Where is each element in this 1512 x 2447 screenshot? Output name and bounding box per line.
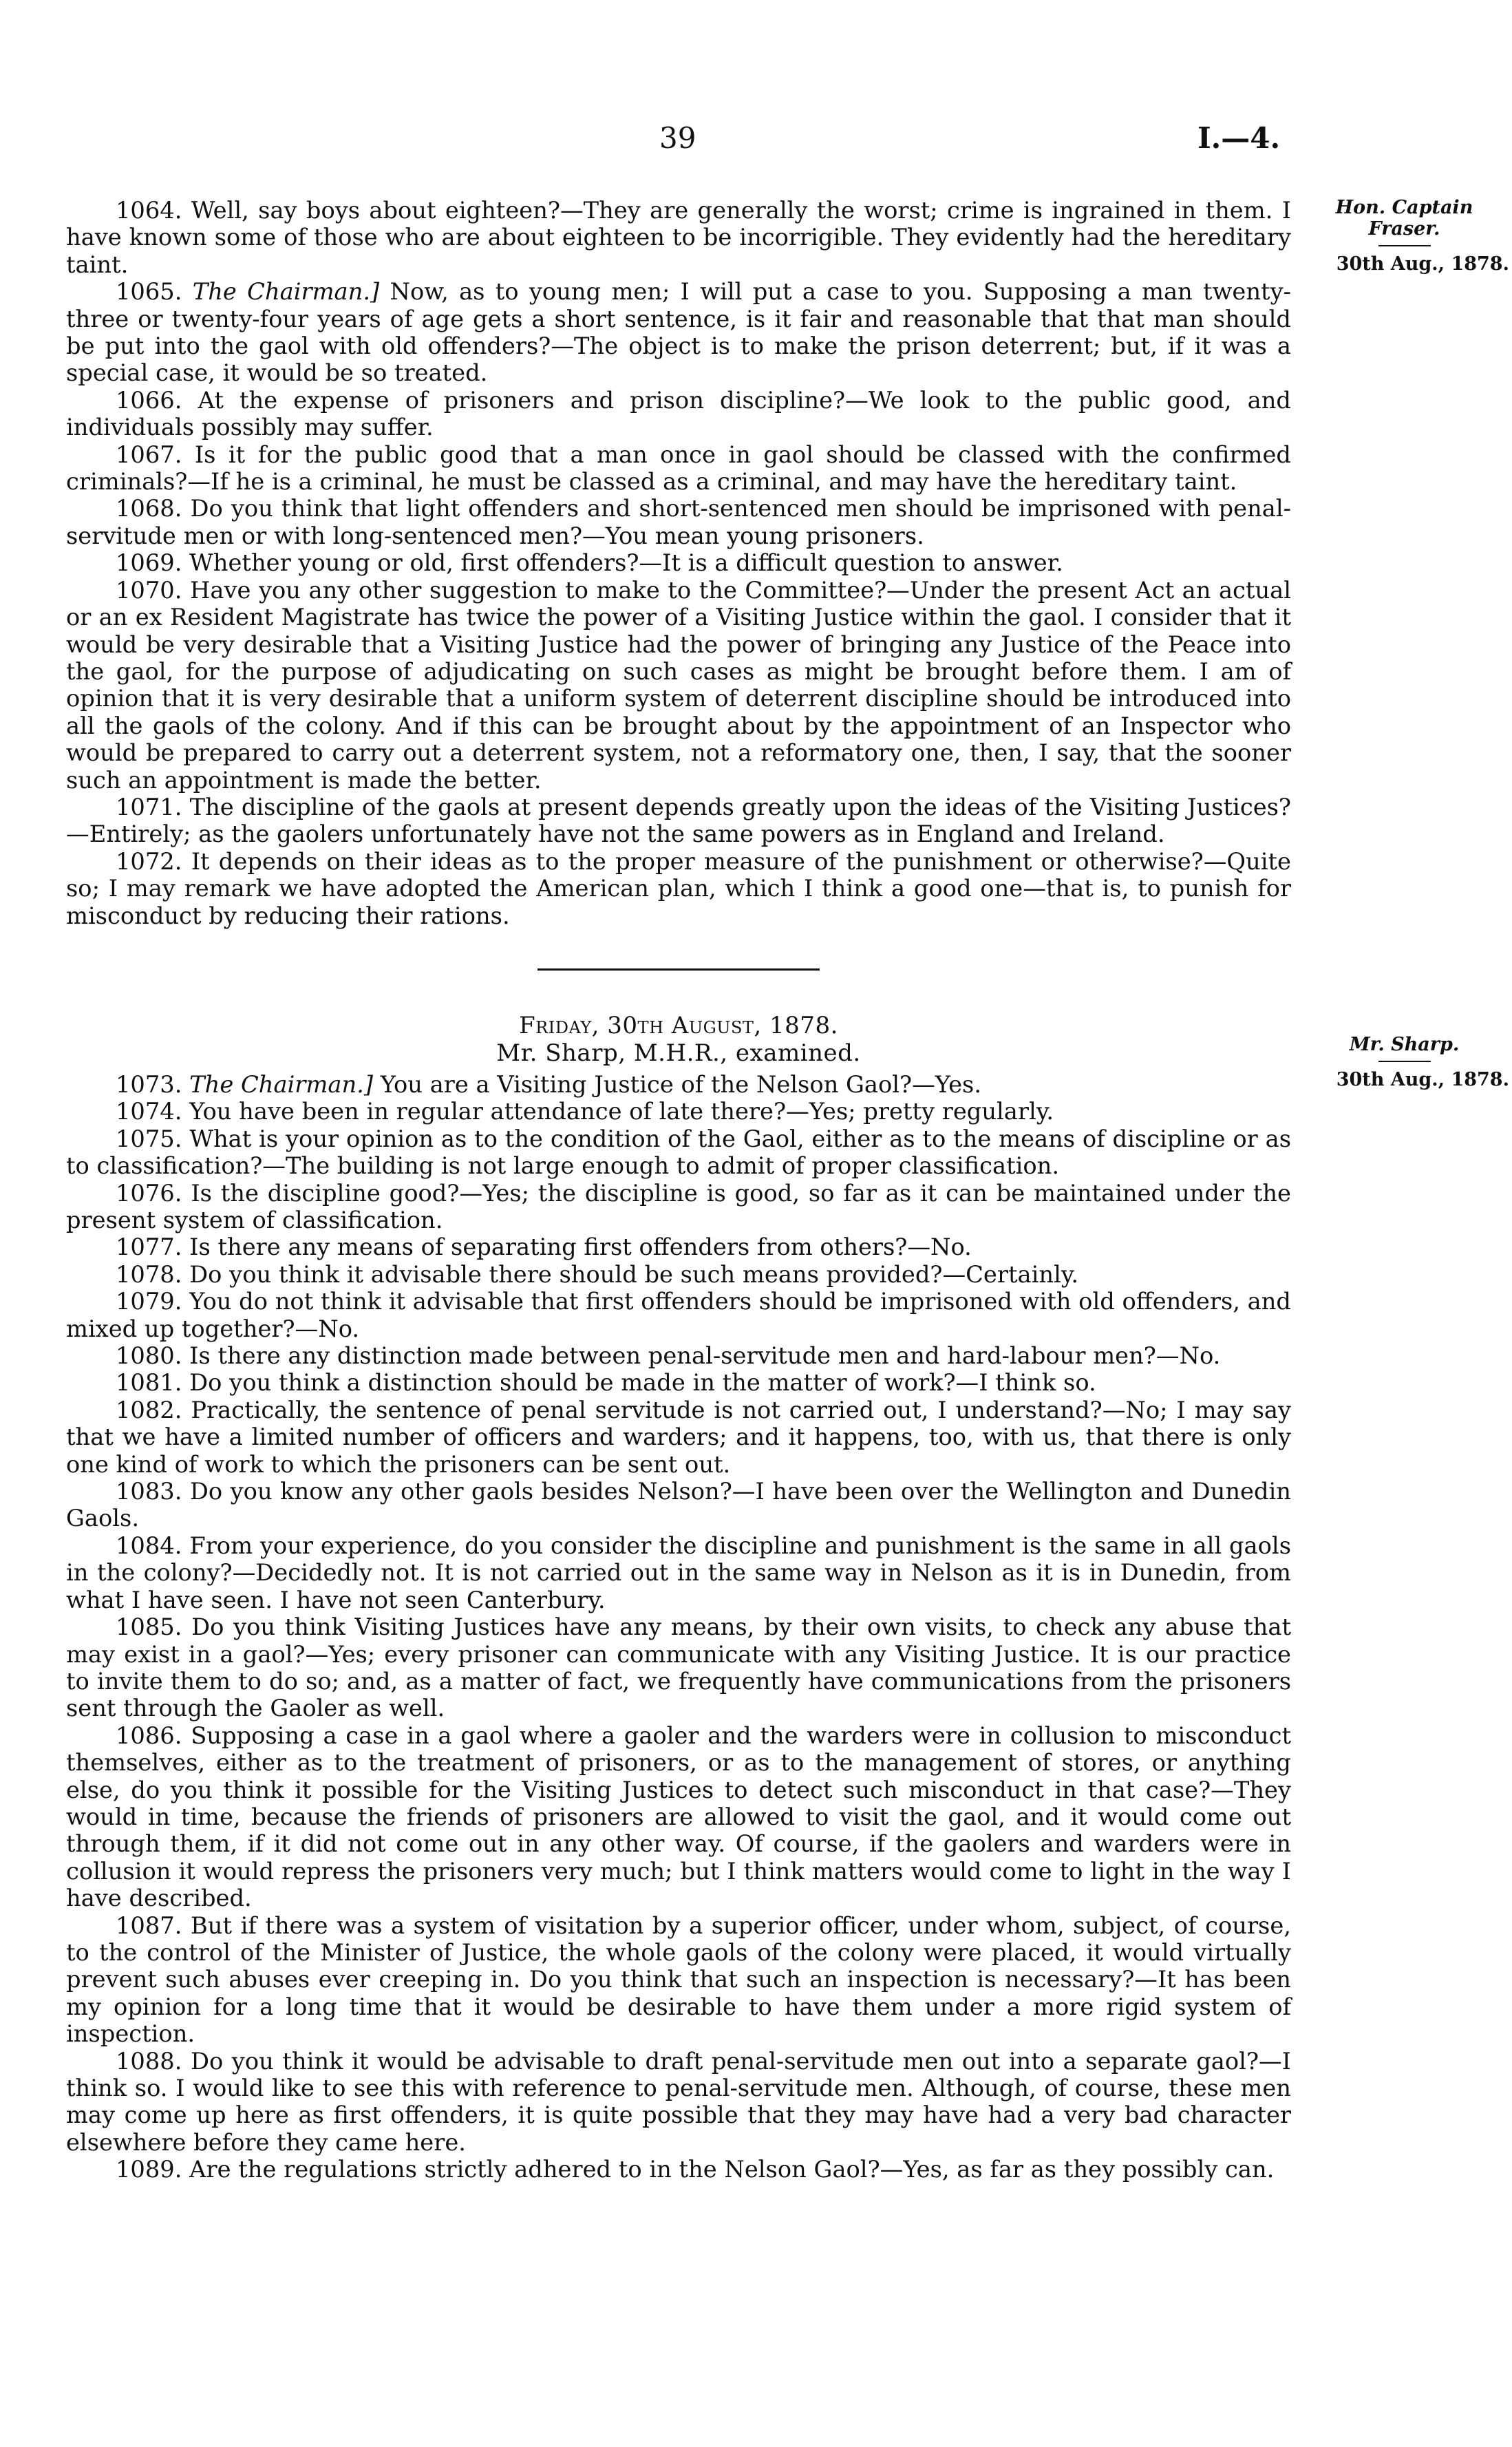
evidence-section-fraser [66,197,1291,929]
question-text: Is there any means of separating first offenders from others?—No. [189,1233,972,1261]
question-text: Do you think that light offenders and short-sentenced men should be imprisoned with penal-servitude men or with long-sentenced men?—You mean young prisoners. [66,495,1291,549]
question-paragraph [66,1912,1291,2048]
question-number: 1086. [116,1722,182,1749]
margin-witness-name: Mr. Sharp. [1349,1034,1460,1055]
margin-divider [1378,245,1431,246]
question-text: The discipline of the gaols at present depends greatly upon the ideas of the Visiting Justices?—Entirely; as the gaolers unfortunately have not the same powers as in England and Ireland. [66,793,1291,848]
question-text: But if there was a system of visitation by a superior officer, under whom, subject, of course, to the control of the Minister of Justice, the whole gaols of the colony were placed, it would virtually prevent such abuses ever creeping in. Do you think that such an inspection is necessary?—It has been my opinion for a long time that it would be desirable to have them under a more rigid system of inspection. [66,1911,1291,2048]
question-number: 1078. [116,1260,182,1288]
question-text: Supposing a case in a gaol where a gaoler and the warders were in collusion to misconduct themselves, either as to the treatment of prisoners, or as to the management of stores, or anything else, do you think it possible for the Visiting Justices to detect such misconduct in that case?—They would in time, because the friends of prisoners are allowed to visit the gaol, and it would come out through them, if it did not come out in any other way. Of course, if the gaolers and warders were in collusion it would repress the prisoners very much; but I think matters would come to light in the way I have described. [66,1722,1291,1912]
question-number: 1089. [116,2156,182,2183]
question-text: Is it for the public good that a man once in gaol should be classed with the confirmed criminals?—If he is a criminal, he must be classed as a criminal, and may have the hereditary taint. [66,441,1291,496]
evidence-section-sharp [66,1071,1291,2183]
question-text: Whether young or old, first offenders?—It is a difficult question to answer. [189,549,1063,577]
question-text: Now, as to young men; I will put a case to you. Supposing a man twenty-three or twenty-four years of age gets a short sentence, is it fair and reasonable that that man should be put into the gaol with old offenders?—The object is to make the prison deterrent; but, if it was a special case, it would be so treated. [66,278,1292,387]
question-text: What is your opinion as to the condition of the Gaol, either as to the means of discipline or as to classification?—The building is not large enough to admit of proper classification. [66,1125,1291,1180]
question-number: 1066. [116,386,182,414]
question-number: 1075. [116,1125,182,1152]
question-paragraph [66,1722,1291,1912]
question-number: 1070. [116,576,182,604]
question-number: 1074. [116,1098,182,1125]
question-text: Do you think it would be advisable to draft penal-servitude men out into a separate gaol?—I think so. I would like to see this with reference to penal-servitude men. Although, of course, these men may come up here as first offenders, it is quite possible that they may have had a very bad character elsewhere before they came here. [66,2047,1291,2156]
margin-witness-name: Hon. Captain Fraser. [1335,197,1473,240]
question-number: 1085. [116,1613,182,1641]
question-text: At the expense of prisoners and prison discipline?—We look to the public good, and individuals possibly may suffer. [66,386,1291,441]
question-paragraph [66,495,1291,549]
question-number: 1071. [116,793,182,820]
question-number: 1065. [116,278,182,306]
question-paragraph [66,549,1291,576]
question-number: 1087. [116,1911,182,1939]
question-paragraph [66,1180,1291,1234]
question-text: Is the discipline good?—Yes; the discipline is good, so far as it can be maintained under the present system of classification. [66,1179,1291,1233]
question-text: You have been in regular attendance of late there?—Yes; pretty regularly. [189,1098,1054,1125]
question-text: Well, say boys about eighteen?—They are generally the worst; crime is ingrained in them. I have known some of those who are about eighteen to be incorrigible. They evidently had the hereditary taint. [66,197,1292,278]
question-paragraph [66,197,1291,278]
question-number: 1064. [116,197,182,224]
question-text: You are a Visiting Justice of the Nelson Gaol?—Yes. [380,1070,982,1098]
question-paragraph [66,1478,1291,1532]
question-number: 1081. [116,1369,182,1397]
question-paragraph [66,1125,1291,1180]
question-text: Practically, the sentence of penal servitude is not carried out, I understand?—No; I may say that we have a limited number of officers and warders; and it happens, too, with us, that there is only one kind of work to which the prisoners can be sent out. [66,1396,1291,1478]
question-paragraph [66,2048,1291,2157]
question-paragraph [66,794,1291,848]
question-number: 1072. [116,847,182,875]
evidence-body [66,197,1291,2183]
sitting-date-heading: Friday, 30th August, 1878. [519,1011,838,1039]
question-paragraph [66,1071,1291,1098]
question-paragraph [66,1613,1291,1722]
question-text: Is there any distinction made between penal-servitude men and hard-labour men?—No. [189,1342,1221,1370]
question-paragraph [66,441,1291,496]
question-paragraph [66,1369,1291,1396]
question-number: 1076. [116,1179,182,1207]
question-paragraph [66,1532,1291,1613]
question-number: 1069. [116,549,182,577]
question-text: You do not think it advisable that first offenders should be imprisoned with old offenders, and mixed up together?—No. [66,1288,1291,1342]
margin-date: 30th Aug., 1878. [1336,1069,1509,1090]
question-paragraph [66,1233,1291,1260]
margin-note-sharp [1299,1034,1509,1090]
question-paragraph [66,1261,1291,1288]
question-text: Do you know any other gaols besides Nelson?—I have been over the Wellington and Dunedin Gaols. [66,1478,1291,1532]
question-number: 1067. [116,441,182,468]
margin-date: 30th Aug., 1878. [1336,253,1509,275]
paper-reference: I.—4. [1197,121,1281,155]
question-number: 1068. [116,495,182,522]
question-paragraph [66,1288,1291,1342]
speaker-label: The Chairman.] [192,278,380,306]
section-divider [537,968,820,971]
question-number: 1083. [116,1478,182,1505]
question-number: 1077. [116,1233,182,1261]
question-paragraph [66,577,1291,794]
page-number: 39 [659,121,696,155]
question-paragraph [66,1342,1291,1369]
question-text: It depends on their ideas as to the proper measure of the punishment or otherwise?—Quite so; I may remark we have adopted the American plan, which I think a good one—that is, to punish for misconduct by reducing their rations. [66,847,1291,929]
question-paragraph [66,1098,1291,1125]
question-text: Are the regulations strictly adhered to in the Nelson Gaol?—Yes, as far as they possibly can. [189,2156,1275,2183]
margin-note-fraser [1299,197,1509,275]
question-text: Do you think a distinction should be made in the matter of work?—I think so. [189,1369,1096,1397]
question-number: 1073. [116,1070,182,1098]
question-number: 1080. [116,1342,182,1370]
question-text: Do you think it advisable there should be such means provided?—Certainly. [189,1260,1079,1288]
speaker-label: The Chairman.] [189,1070,373,1098]
witness-heading: Mr. Sharp, M.H.R., examined. [496,1039,861,1067]
question-text: Do you think Visiting Justices have any means, by their own visits, to check any abuse that may exist in a gaol?—Yes; every prisoner can communicate with any Visiting Justice. It is our practice to invite them to do so; and, as a matter of fact, we frequently have communications from the prisoners sent through the Gaoler as well. [66,1613,1291,1722]
margin-divider [1378,1061,1431,1062]
question-paragraph [66,1397,1291,1478]
question-paragraph [66,848,1291,929]
question-text: From your experience, do you consider the discipline and punishment is the same in all gaols in the colony?—Decidedly not. It is not carried out in the same way in Nelson as it is in Dunedin, from what I have seen. I have not seen Canterbury. [66,1532,1291,1613]
question-number: 1079. [116,1288,182,1315]
question-number: 1088. [116,2047,182,2075]
question-paragraph [66,2156,1291,2183]
question-paragraph [66,278,1291,387]
question-paragraph [66,387,1291,441]
question-text: Have you any other suggestion to make to the Committee?—Under the present Act an actual or an ex Resident Magistrate has twice the power of a Visiting Justice within the gaol. I consider that it would be very desirable that a Visiting Justice had the power of bringing any Justice of the Peace into the gaol, for the purpose of adjudicating on such cases as might be brought before them. I am of opinion that it is very desirable that a uniform system of deterrent discipline should be introduced into all the gaols of the colony. And if this can be brought about by the appointment of an Inspector who would be prepared to carry out a deterrent system, not a reformatory one, then, I say, that the sooner such an appointment is made the better. [66,576,1291,794]
question-number: 1082. [116,1396,182,1423]
question-number: 1084. [116,1532,182,1559]
